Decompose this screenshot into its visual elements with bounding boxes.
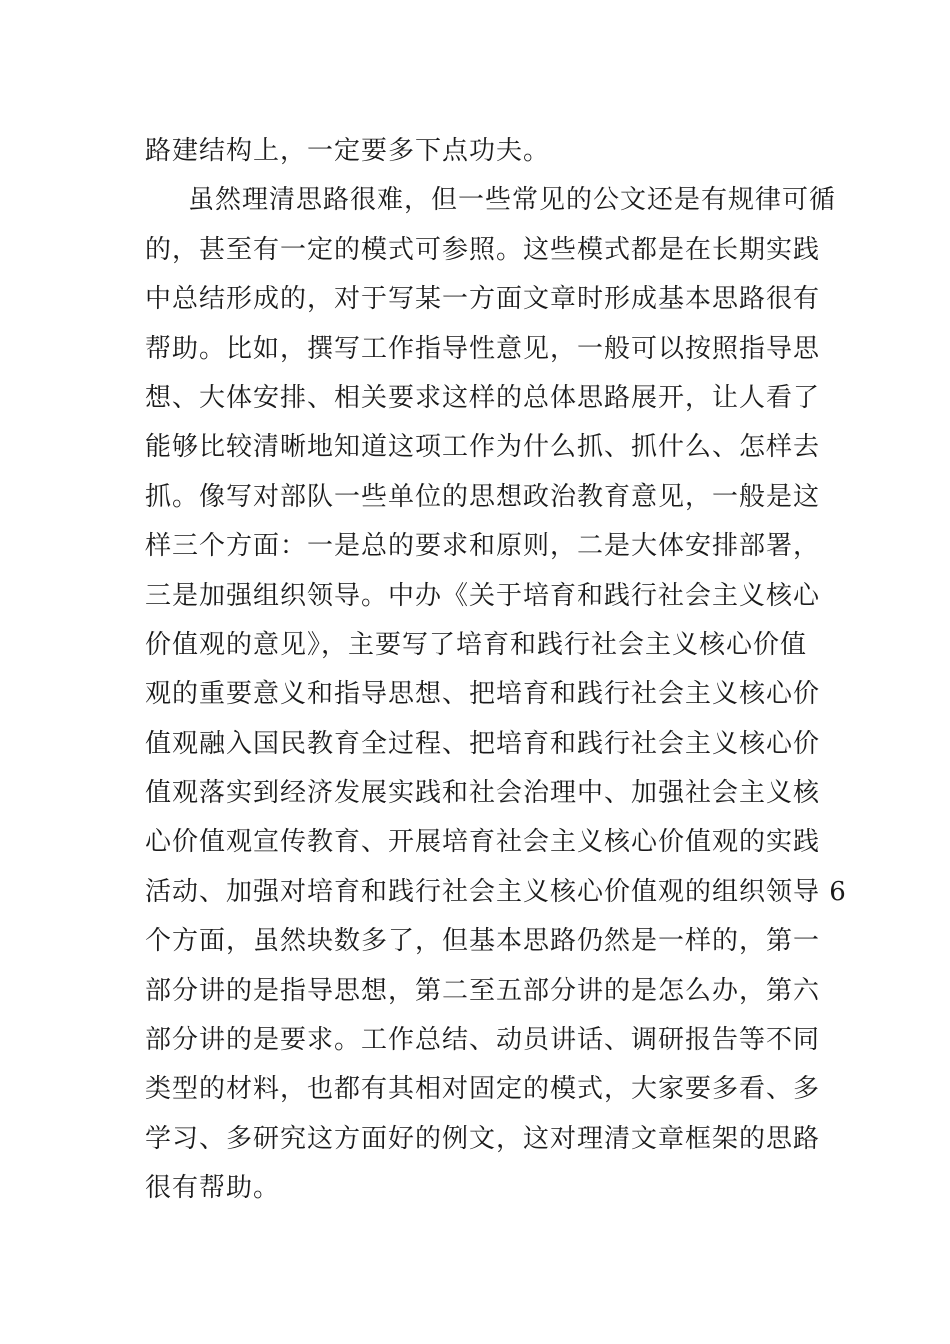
text-line: 的，甚至有一定的模式可参照。这些模式都是在长期实践 — [145, 234, 821, 265]
text-line: 心价值观宣传教育、开展培育社会主义核心价值观的实践 — [145, 827, 821, 858]
body-text — [145, 127, 847, 1214]
text-line: 活动、加强对培育和践行社会主义核心价值观的组织领导 6 — [145, 876, 847, 907]
text-line: 价值观的意见》，主要写了培育和践行社会主义核心价值 — [145, 629, 808, 660]
text-line: 类型的材料，也都有其相对固定的模式，大家要多看、多 — [145, 1074, 821, 1105]
text-line: 值观融入国民教育全过程、把培育和践行社会主义核心价 — [145, 728, 821, 759]
text-line: 想、大体安排、相关要求这样的总体思路展开，让人看了 — [145, 382, 821, 413]
text-line: 个方面，虽然块数多了，但基本思路仍然是一样的，第一 — [145, 926, 821, 957]
text-line: 值观落实到经济发展实践和社会治理中、加强社会主义核 — [145, 778, 821, 809]
text-line: 抓。像写对部队一些单位的思想政治教育意见，一般是这 — [145, 481, 821, 512]
text-line: 部分讲的是指导思想，第二至五部分讲的是怎么办，第六 — [145, 975, 821, 1006]
paragraph-first-line: 虽然理清思路很难，但一些常见的公文还是有规律可循 — [188, 185, 837, 216]
text-line: 帮助。比如，撰写工作指导性意见，一般可以按照指导思 — [145, 333, 821, 364]
text-line: 路建结构上，一定要多下点功夫。 — [145, 136, 551, 166]
text-line: 很有帮助。 — [145, 1173, 281, 1204]
text-line: 样三个方面：一是总的要求和原则，二是大体安排部署， — [145, 531, 821, 562]
text-line: 部分讲的是要求。工作总结、动员讲话、调研报告等不同 — [145, 1025, 821, 1056]
text-line: 中总结形成的，对于写某一方面文章时形成基本思路很有 — [145, 284, 821, 315]
text-line: 三是加强组织领导。中办《关于培育和践行社会主义核心 — [145, 580, 821, 611]
text-line: 能够比较清晰地知道这项工作为什么抓、抓什么、怎样去 — [145, 432, 821, 463]
text-line: 学习、多研究这方面好的例文，这对理清文章框架的思路 — [145, 1123, 821, 1154]
text-line: 观的重要意义和指导思想、把培育和践行社会主义核心价 — [145, 679, 821, 710]
